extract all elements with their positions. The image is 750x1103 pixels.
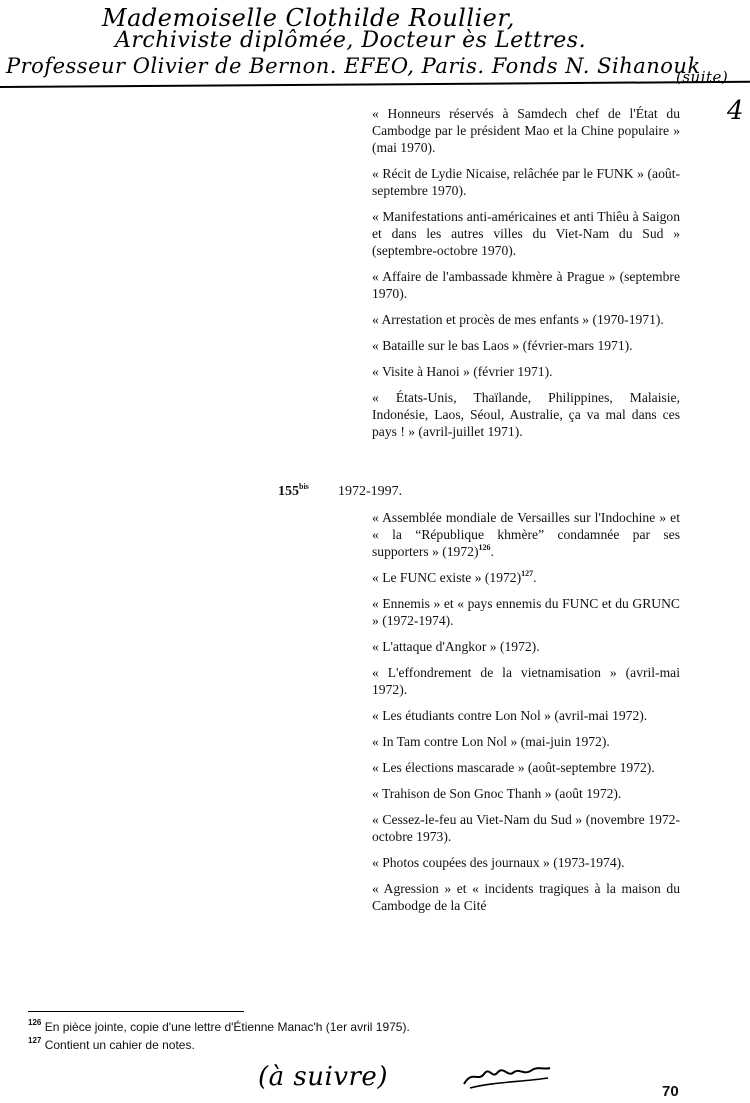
footnote-ref: 127 (521, 569, 534, 578)
entry-text: « Cessez-le-feu au Viet-Nam du Sud » (novembre 1972-octobre 1973). (372, 812, 680, 844)
entry (372, 785, 680, 802)
row-code-suffix: bis (299, 482, 309, 491)
entry (372, 707, 680, 724)
footnote-number: 127 (28, 1036, 42, 1045)
entry-text: « Photos coupées des journaux » (1973-1974). (372, 855, 625, 870)
entry-text: « Les élections mascarade » (août-septembre 1972). (372, 760, 655, 775)
entries-column-1970-1971 (372, 105, 680, 449)
footnote-127 (28, 1038, 195, 1052)
entry (372, 854, 680, 871)
entry (372, 759, 680, 776)
entry: « Honneurs réservés à Samdech chef de l'État du Cambodge par le président Mao et la Chine populaire » (mai 1970). (372, 106, 680, 155)
handwritten-margin-mark: 4 (727, 96, 745, 126)
page-number: 70 (662, 1083, 679, 1100)
handwritten-header-line1: Mademoiselle Clothilde Roullier, (102, 4, 515, 32)
handwritten-header-line3: Professeur Olivier de Bernon. EFEO, Paris. Fonds N. Sihanouk (6, 54, 701, 78)
header-rule (0, 81, 750, 88)
entry-text: « Le FUNC existe » (1972) (372, 570, 522, 585)
entry-text: « Trahison de Son Gnoc Thanh » (août 1972). (372, 786, 622, 801)
entry-text: « L'attaque d'Angkor » (1972). (372, 639, 540, 654)
entry (372, 595, 680, 629)
handwritten-header-suffix: (suite) (676, 68, 729, 86)
entry: « Récit de Lydie Nicaise, relâchée par le FUNK » (août-septembre 1970). (372, 166, 680, 198)
entry: « Assemblée mondiale de Versailles sur l'Indochine » et « la “République khmère” condamnée par ses supporters » $(1972)^{126}$. (372, 510, 680, 559)
entries-column-1972-1997 (372, 509, 680, 923)
row-code-number: 155 (278, 484, 299, 499)
entry: « Le FUNC existe » $(1972)^{127}$. (372, 569, 537, 585)
entry: « Visite à Hanoi » (février 1971). (372, 364, 553, 379)
entry: « Manifestations anti-américaines et anti Thiêu à Saigon et dans les autres villes du Viet-Nam du Sud » (septembre-octobre 1970). (372, 209, 680, 258)
entry: « États-Unis, Thaïlande, Philippines, Malaisie, Indonésie, Laos, Séoul, Australie, ça va mal dans ces pays ! » (avril-juillet 1971). (372, 390, 680, 439)
entry-text: « L'effondrement de la vietnamisation » (avril-mai 1972). (372, 665, 680, 697)
footnote-number: 126 (28, 1018, 42, 1027)
row-date: 1972-1997. (338, 484, 403, 499)
entry-text: « Les étudiants contre Lon Nol » (avril-mai 1972). (372, 708, 648, 723)
entry: « Affaire de l'ambassade khmère à Prague » (septembre 1970). (372, 269, 680, 301)
entry: « Bataille sur le bas Laos » (février-mars 1971). (372, 338, 633, 353)
footnote-126 (28, 1020, 410, 1034)
entry (372, 880, 680, 914)
handwritten-a-suivre: (à suivre) (258, 1062, 388, 1092)
entry (372, 638, 680, 655)
row-code (278, 484, 309, 500)
footnote-ref: 126 (478, 543, 491, 552)
entry-text: « Ennemis » et « pays ennemis du FUNC et du GRUNC » (1972-1974). (372, 596, 680, 628)
entry (372, 664, 680, 698)
footnote-text: Contient un cahier de notes. (44, 1038, 195, 1052)
entry-text: « Agression » et « incidents tragiques à la maison du Cambodge de la Cité (372, 881, 680, 913)
entry (372, 733, 680, 750)
entry-text: « In Tam contre Lon Nol » (mai-juin 1972). (372, 734, 610, 749)
entry (372, 811, 680, 845)
footnote-rule (28, 1011, 244, 1012)
entry-text: « Assemblée mondiale de Versailles sur l'Indochine » et « la “République khmère” condamnée par ses supporters » (1972) (372, 510, 680, 559)
handwritten-header-line2: Archiviste diplômée, Docteur ès Lettres. (115, 28, 587, 53)
footnote-text: En pièce jointe, copie d'une lettre d'Étienne Manac'h (1er avril 1975). (44, 1020, 410, 1034)
signature-mark (462, 1060, 552, 1090)
entry: « Arrestation et procès de mes enfants » (1970-1971). (372, 312, 664, 327)
